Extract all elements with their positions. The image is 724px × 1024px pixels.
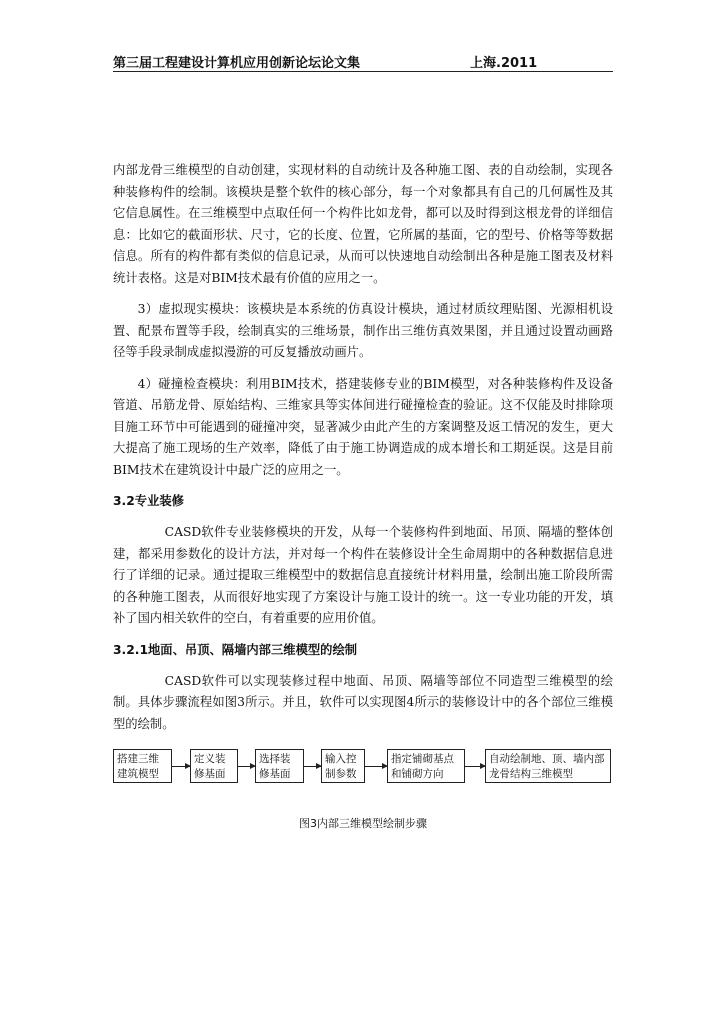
page-body: [113, 160, 613, 831]
flow-arrow: [172, 766, 190, 767]
header-location: 上海.2011: [470, 56, 538, 71]
paragraph-collision-check: 4）碰撞检查模块：利用BIM技术，搭建装修专业的BIM模型，对各种装修构件及设备管道、吊筋龙骨、原始结构、三维家具等实体间进行碰撞检查的验证。这不仅能及时排除项目施工环节中可能遇到的碰撞冲突，显著减少由此产生的方案调整及返工情况的发生，更大大提高了施工现场的生产效率，降低了由于施工协调造成的成本增长和工期延误。这是目前BIM技术在建筑设计中最广泛的应用之一。: [113, 376, 613, 477]
figure-caption: 图3内部三维模型绘制步骤: [299, 817, 427, 830]
paragraph-model-continued: 内部龙骨三维模型的自动创建，实现材料的自动统计及各种施工图、表的自动绘制，实现各种装修构件的绘制。该模块是整个软件的核心部分，每一个对象都具有自己的几何属性及其它信息属性。在三维模型中点取任何一个构件比如龙骨，都可以及时得到这根龙骨的详细信息：比如它的截面形状、尺寸，它的长度、位置，它所属的基面，它的型号、价格等等数据信息。所有的构件都有类似的信息记录，从而可以快速地自动绘制出各种是施工图表及材料统计表格。这是对BIM技术最有价值的应用之一。: [113, 163, 613, 285]
section-heading-3-2: 3.2专业装修: [113, 494, 184, 508]
paragraph-professional-decoration: CASD软件专业装修模块的开发，从每一个装修构件到地面、吊顶、隔墙的整体创建，都采用参数化的设计方法，并对每一个构件在装修设计全生命周期中的各种数据信息进行了详细的记录。通过提取三维模型中的数据信息直接统计材料用量，绘制出施工阶段所需的各种施工图表，从而很好地实现了方案设计与施工设计的统一。这一专业功能的开发，填补了国内相关软件的空白，有着重要的应用价值。: [113, 525, 613, 625]
flow-arrow: [365, 766, 387, 767]
paragraph-3d-model-drawing: CASD软件可以实现装修过程中地面、吊顶、隔墙等部位不同造型三维模型的绘制。具体步骤流程如图3所示。并且，软件可以实现图4所示的装修设计中的各个部位三维模型的绘制。: [113, 673, 613, 731]
running-header: [113, 52, 613, 72]
flow-step: 输入控制参数: [321, 749, 365, 783]
flowchart: [113, 749, 613, 801]
header-rule: [113, 71, 613, 72]
flow-arrow: [304, 766, 321, 767]
flow-step: 选择装修基面: [255, 749, 304, 783]
flow-step: 搭建三维建筑模型: [113, 749, 172, 783]
paragraph-virtual-reality: 3）虚拟现实模块：该模块是本系统的仿真设计模块，通过材质纹理贴图、光源相机设置、配景布置等手段，绘制真实的三维场景，制作出三维仿真效果图，并且通过设置动画路径等手段录制成虚拟漫游的可反复播放动画片。: [113, 302, 613, 359]
flow-step: 指定铺砌基点和铺砌方向: [387, 749, 465, 783]
section-heading-3-2-1: 3.2.1地面、吊顶、隔墙内部三维模型的绘制: [113, 642, 358, 657]
flow-arrow: [238, 766, 255, 767]
header-title: 第三届工程建设计算机应用创新论坛论文集: [113, 56, 361, 71]
flow-step: 自动绘制地、顶、墙内部龙骨结构三维模型: [485, 749, 611, 783]
flow-step: 定义装修基面: [190, 749, 238, 783]
flow-arrow: [465, 766, 485, 767]
